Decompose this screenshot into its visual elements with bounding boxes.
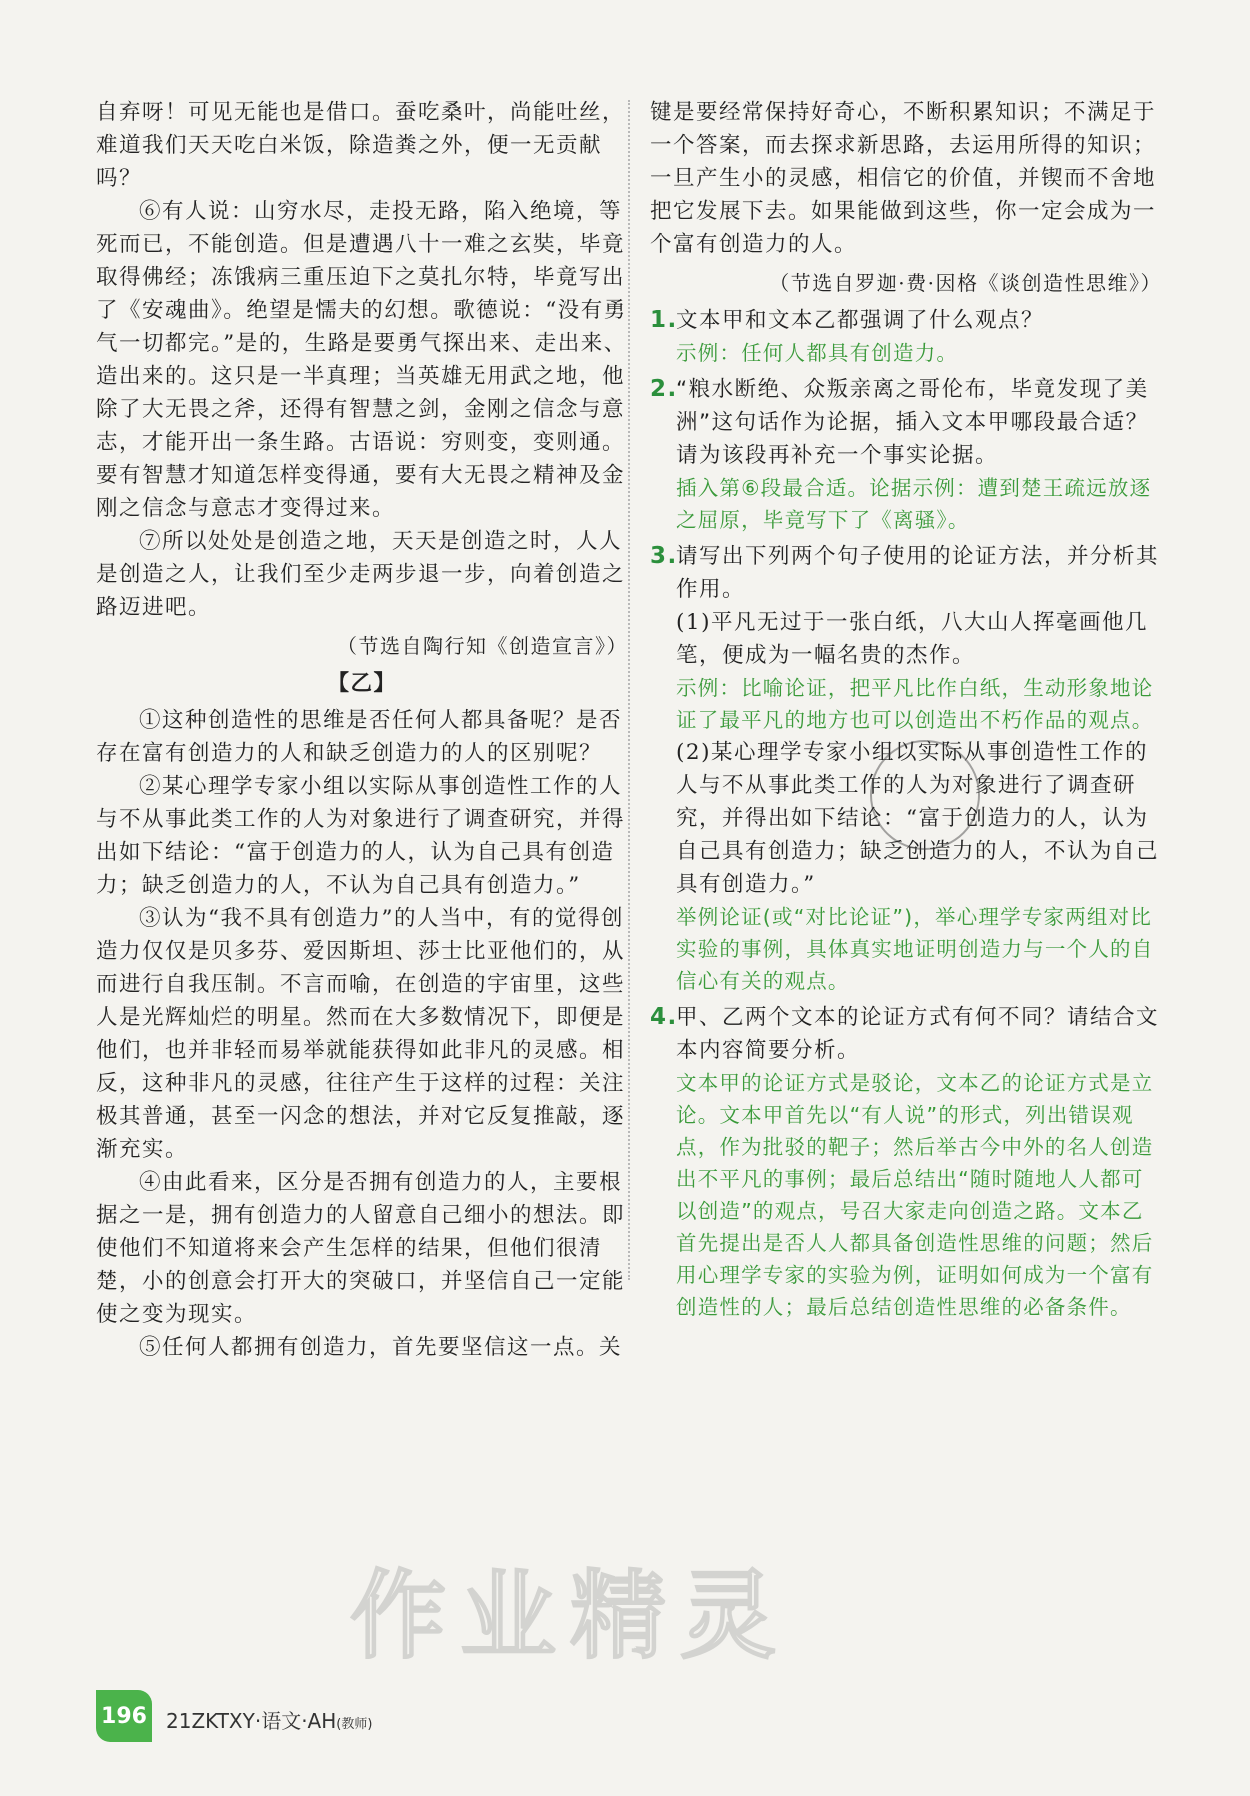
text-b-paragraph-5: ⑤任何人都拥有创造力，首先要坚信这一点。关: [139, 1335, 623, 1360]
text-b-source: （节选自罗迦·费·因格《谈创造性思维》）: [769, 271, 1162, 295]
page-number-badge: 196: [96, 1690, 152, 1742]
text-a-continuation: 自弃呀！可见无能也是借口。蚕吃桑叶，尚能吐丝，难道我们天天吃白米饭，除造粪之外，便一无贡献吗？: [96, 100, 626, 191]
question-1: [650, 304, 1162, 337]
text-a-paragraph-7: ⑦所以处处是创造之地，天天是创造之时，人人是创造之人，让我们至少走两步退一步，向着创造之路迈进吧。: [96, 529, 626, 620]
column-divider: [628, 100, 630, 1280]
question-3-sub-2: (2)某心理学专家小组以实际从事创造性工作的人与不从事此类工作的人为对象进行了调查研究，并得出如下结论：“富于创造力的人，认为自己具有创造力；缺乏创造力的人，不认为自己具有创造力。”: [676, 740, 1160, 897]
text-b-paragraph-1: ①这种创造性的思维是否任何人都具备呢？是否存在富有创造力的人和缺乏创造力的人的区别呢？: [96, 708, 623, 766]
footer-edition: (教师): [336, 1717, 373, 1732]
text-b-paragraph-2: ②某心理学专家小组以实际从事创造性工作的人与不从事此类工作的人为对象进行了调查研究，并得出如下结论：“富于创造力的人，认为自己具有创造力；缺乏创造力的人，不认为自己具有创造力。”: [96, 774, 626, 898]
text-b-continuation: 键是要经常保持好奇心，不断积累知识；不满足于一个答案，而去探求新思路，去运用所得的知识；一旦产生小的灵感，相信它的价值，并锲而不舍地把它发展下去。如果能做到这些，你一定会成为一个富有创造力的人。: [650, 100, 1157, 257]
footer-code: [166, 1705, 372, 1734]
question-text: 文本甲和文本乙都强调了什么观点？: [676, 308, 1045, 333]
question-4: [650, 1001, 1162, 1067]
right-column: [650, 96, 1162, 1323]
answer-2: 插入第⑥段最合适。论据示例：遭到楚王疏远放逐之屈原，毕竟写下了《离骚》。: [676, 476, 1152, 532]
question-3: [650, 540, 1162, 606]
answer-1: 示例：任何人都具有创造力。: [676, 341, 959, 365]
left-column: [96, 96, 628, 1364]
answer-3-1: 示例：比喻论证，把平凡比作白纸，生动形象地论证了最平凡的地方也可以创造出不朽作品的观点。: [676, 676, 1154, 732]
question-number: 4.: [650, 1004, 678, 1030]
text-a-source: （节选自陶行知《创造宣言》）: [337, 634, 628, 658]
text-b-paragraph-3: ③认为“我不具有创造力”的人当中，有的觉得创造力仅仅是贝多芬、爱因斯坦、莎士比亚他们的，从而进行自我压制。不言而喻，在创造的宇宙里，这些人是光辉灿烂的明星。然而在大多数情况下，即便是他们，也并非轻而易举就能获得如此非凡的灵感。相反，这种非凡的灵感，往往产生于这样的过程：关注极其普通，甚至一闪念的想法，并对它反复推敲，逐渐充实。: [96, 906, 626, 1162]
text-b-paragraph-4: ④由此看来，区分是否拥有创造力的人，主要根据之一是，拥有创造力的人留意自己细小的想法。即使他们不知道将来会产生怎样的结果，但他们很清楚，小的创意会打开大的突破口，并坚信自己一定能使之变为现实。: [96, 1170, 626, 1327]
question-text: 请写出下列两个句子使用的论证方法，并分析其作用。: [676, 544, 1160, 602]
text-a-paragraph-6: ⑥有人说：山穷水尽，走投无路，陷入绝境，等死而已，不能创造。但是遭遇八十一难之玄奘，毕竟取得佛经；冻饿病三重压迫下之莫扎尔特，毕竟写出了《安魂曲》。绝望是懦夫的幻想。歌德说：“没有勇气一切都完。”是的，生路是要勇气探出来、走出来、造出来的。这只是一半真理；当英雄无用武之地，他除了大无畏之斧，还得有智慧之剑，金刚之信念与意志，才能开出一条生路。古语说：穷则变，变则通。要有智慧才知道怎样变得通，要有大无畏之精神及金刚之信念与意志才变得过来。: [96, 199, 627, 521]
watermark: 作业精灵: [350, 1560, 790, 1672]
question-number: 2.: [650, 376, 678, 402]
question-number: 1.: [650, 307, 678, 333]
question-text: “粮水断绝、众叛亲离之哥伦布，毕竟发现了美洲”这句话作为论据，插入文本甲哪段最合适？请为该段再补充一个事实论据。: [676, 377, 1149, 468]
question-text: 甲、乙两个文本的论证方式有何不同？请结合文本内容简要分析。: [676, 1005, 1160, 1063]
answer-4: 文本甲的论证方式是驳论，文本乙的论证方式是立论。文本甲首先以“有人说”的形式，列出错误观点，作为批驳的靶子；然后举古今中外的名人创造出不平凡的事例；最后总结出“随时随地人人都可以创造”的观点，号召大家走向创造之路。文本乙首先提出是否人人都具备创造性思维的问题；然后用心理学专家的实验为例，证明如何成为一个富有创造性的人；最后总结创造性思维的必备条件。: [676, 1071, 1154, 1319]
footer-code-text: 21ZKTXY·语文·AH: [166, 1709, 337, 1733]
question-3-sub-1: (1)平凡无过于一张白纸，八大山人挥毫画他几笔，便成为一幅名贵的杰作。: [676, 610, 1148, 668]
answer-3-2: 举例论证(或“对比论证”)，举心理学专家两组对比实验的事例，具体真实地证明创造力与一个人的自信心有关的观点。: [676, 905, 1154, 993]
question-number: 3.: [650, 543, 678, 569]
question-2: [650, 373, 1162, 472]
text-b-heading: 【乙】: [327, 671, 397, 696]
